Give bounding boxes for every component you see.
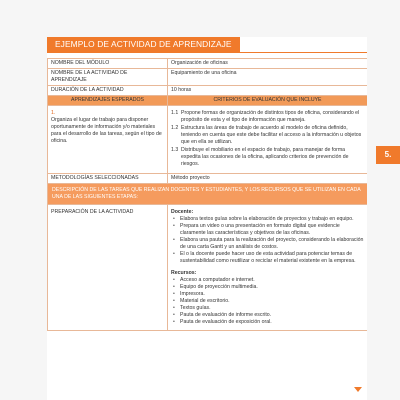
- modulo-value: Organización de oficinas: [168, 59, 368, 69]
- criterio-text: Estructura las áreas de trabajo de acuerdo al modelo de oficina definido, teniendo en cuenta que este debe facilitar el acceso a la información u objetos que en ella se utilizan.: [181, 125, 362, 145]
- continue-arrow-icon[interactable]: [354, 387, 362, 392]
- description-text: DESCRIPCIÓN DE LAS TAREAS QUE REALIZAN DOCENTES Y ESTUDIANTES, Y LOS RECURSOS QUE SE UTILIZAN EN CADA UNA DE LAS SIGUIENTES ETAPAS:: [48, 184, 368, 205]
- aprendizaje-number: 1.: [51, 110, 56, 116]
- table-header-row: [48, 96, 368, 106]
- list-item: • Impresora.: [177, 291, 364, 298]
- duracion-value: 10 horas: [168, 86, 368, 96]
- table-row: [48, 174, 368, 184]
- aprendizaje-cell: [48, 106, 168, 174]
- recursos-list: [171, 277, 364, 326]
- list-item: • El o la docente puede hacer uso de esta actividad para potenciar temas de sustentabilidad como reutilizar o reciclar el material existente en la empresa.: [177, 251, 364, 265]
- docente-title: Docente:: [171, 209, 194, 215]
- criterio-text: Distribuye el mobiliario en el espacio de trabajo, para manejar de forma expedita las ocasiones de la oficina, aplicando criterios de prevención de riesgos.: [181, 147, 349, 167]
- preparacion-cell: [168, 205, 368, 331]
- actividad-value: Equipamiento de una oficina: [168, 69, 368, 86]
- criterio-number: 1.1: [171, 110, 179, 116]
- metodologias-label: METODOLOGÍAS SELECCIONADAS: [48, 174, 168, 184]
- list-item: • Pauta de evaluación de informe escrito.: [177, 312, 364, 319]
- criterio-number: 1.3: [171, 147, 179, 153]
- table-row: [48, 59, 368, 69]
- document-page: [47, 37, 367, 400]
- criterio-text: Propone formas de organización de distintos tipos de oficina, considerando el propósito de esta y el tipo de información que maneja.: [181, 110, 360, 123]
- criterios-header: CRITERIOS DE EVALUACIÓN QUE INCLUYE: [168, 96, 368, 106]
- section-number-tab: 5.: [376, 146, 400, 164]
- list-item: • Elabora textos guías sobre la elaboración de proyectos y trabajo en equipo.: [177, 216, 364, 223]
- list-item: • Equipo de proyección multimedia.: [177, 284, 364, 291]
- table-row: [48, 106, 368, 174]
- preparacion-label: PREPARACIÓN DE LA ACTIVIDAD: [48, 205, 168, 331]
- list-item: • Elabora una pauta para la realización del proyecto, considerando la elaboración de una carta Gantt y un análisis de costos.: [177, 237, 364, 251]
- table-row: [48, 86, 368, 96]
- activity-table: [47, 58, 367, 331]
- criterio-item: [171, 110, 364, 124]
- aprendizaje-text: Organiza el lugar de trabajo para disponer oportunamente de información y/o materiales para el desarrollo de las tareas, según el tipo de oficina.: [51, 117, 162, 144]
- docente-list: [171, 216, 364, 265]
- metodologias-value: Método proyecto: [168, 174, 368, 184]
- heading-divider: [47, 52, 367, 53]
- table-row: [48, 205, 368, 331]
- list-item: • Textos guías.: [177, 305, 364, 312]
- list-item: • Pauta de evaluación de exposición oral.: [177, 319, 364, 326]
- criterio-item: [171, 147, 364, 168]
- aprendizajes-header: APRENDIZAJES ESPERADOS: [48, 96, 168, 106]
- list-item: • Acceso a computador e internet.: [177, 277, 364, 284]
- modulo-label: NOMBRE DEL MÓDULO: [48, 59, 168, 69]
- criterio-item: [171, 125, 364, 146]
- criterios-cell: [168, 106, 368, 174]
- list-item: • Material de escritorio.: [177, 298, 364, 305]
- recursos-title: Recursos:: [171, 270, 197, 276]
- description-row: [48, 184, 368, 205]
- list-item: • Prepara un video o una presentación en formato digital que evidencie claramente las características y objetivos de las oficinas.: [177, 223, 364, 237]
- duracion-label: DURACIÓN DE LA ACTIVIDAD: [48, 86, 168, 96]
- criterio-number: 1.2: [171, 125, 179, 131]
- table-row: [48, 69, 368, 86]
- actividad-label: NOMBRE DE LA ACTIVIDAD DE APRENDIZAJE: [48, 69, 168, 86]
- activity-heading: EJEMPLO DE ACTIVIDAD DE APRENDIZAJE: [47, 37, 240, 52]
